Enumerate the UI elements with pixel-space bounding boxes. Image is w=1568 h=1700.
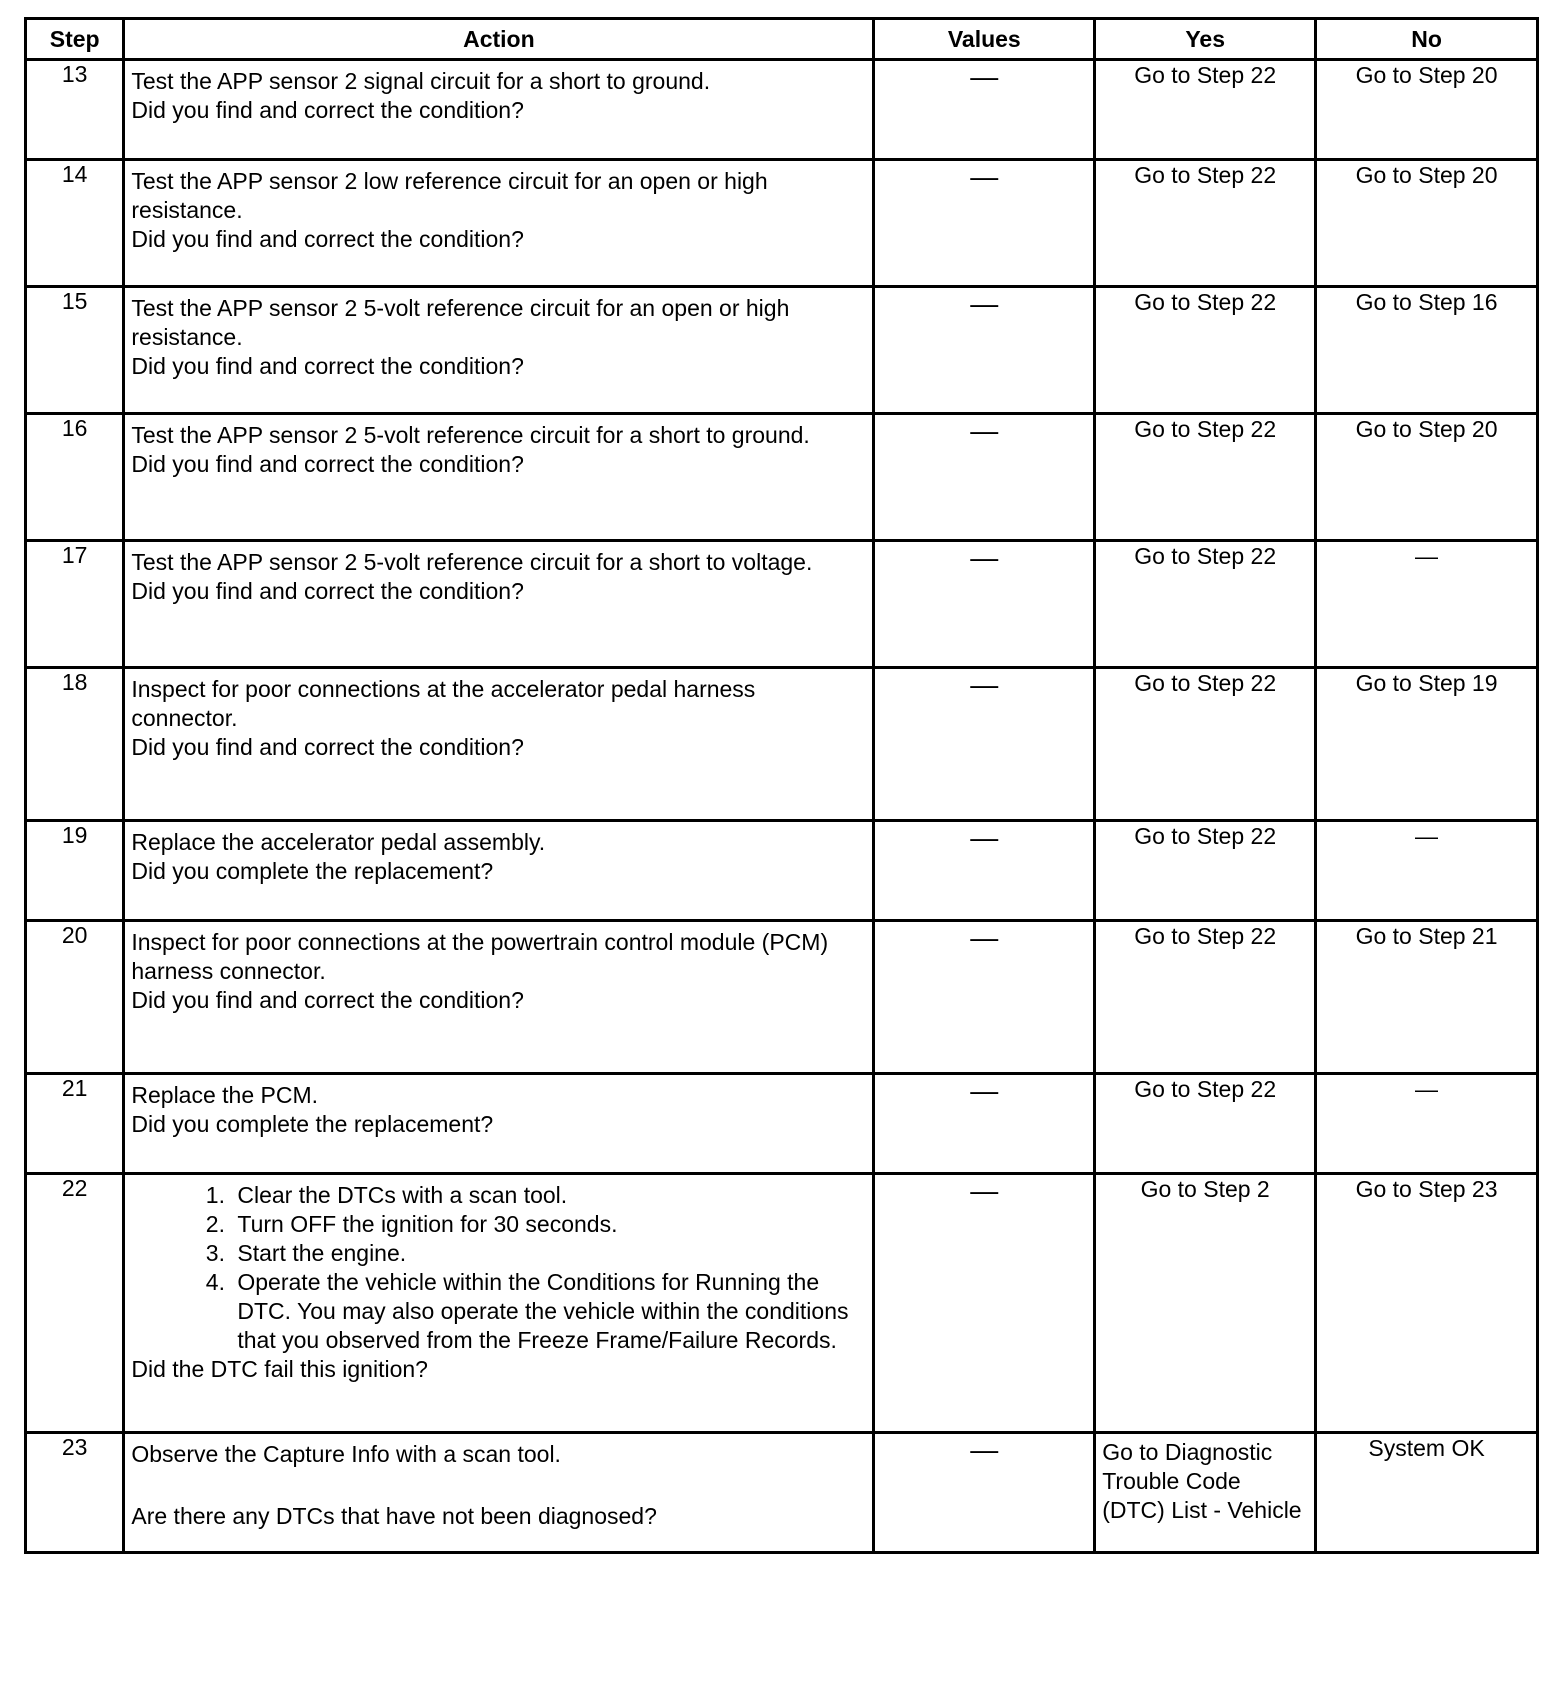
yes-cell (1095, 1433, 1316, 1553)
yes-link[interactable]: Go to Step 22 (1134, 416, 1277, 442)
action-cell (124, 1433, 874, 1553)
action-text: Test the APP sensor 2 signal circuit for a short to ground. (131, 68, 711, 94)
step-number: 21 (26, 1074, 124, 1174)
no-cell (1316, 287, 1538, 414)
action-question: Did you find and correct the condition? (131, 353, 524, 379)
table-row (26, 541, 1538, 668)
action-question: Did the DTC fail this ignition? (131, 1356, 428, 1382)
action-text: Test the APP sensor 2 low reference circuit for an open or high resistance. (131, 168, 768, 223)
no-link[interactable]: Go to Step 16 (1355, 289, 1498, 315)
yes-cell (1095, 1174, 1316, 1433)
values-cell: — (874, 287, 1095, 414)
yes-cell (1095, 287, 1316, 414)
no-cell (1316, 1074, 1538, 1174)
action-cell (124, 60, 874, 160)
step-number: 22 (26, 1174, 124, 1433)
yes-cell (1095, 541, 1316, 668)
table-row (26, 60, 1538, 160)
step-number: 18 (26, 668, 124, 821)
action-cell (124, 821, 874, 921)
no-value: — (1415, 543, 1439, 569)
yes-link[interactable]: Go to Step 22 (1134, 62, 1277, 88)
step-number: 20 (26, 921, 124, 1074)
header-action: Action (124, 19, 874, 60)
action-text: Inspect for poor connections at the powertrain control module (PCM) harness connector. (131, 929, 829, 984)
header-step: Step (26, 19, 124, 60)
no-link[interactable]: Go to Step 21 (1355, 923, 1498, 949)
action-question: Did you find and correct the condition? (131, 451, 524, 477)
action-cell (124, 668, 874, 821)
values-cell: — (874, 414, 1095, 541)
step-number: 14 (26, 160, 124, 287)
header-no: No (1316, 19, 1538, 60)
table-row (26, 160, 1538, 287)
yes-link[interactable]: Go to Step 22 (1134, 923, 1277, 949)
list-item: 3. Start the engine. (231, 1239, 866, 1268)
yes-cell (1095, 668, 1316, 821)
action-question: Did you find and correct the condition? (131, 578, 524, 604)
step-number: 13 (26, 60, 124, 160)
no-cell (1316, 1433, 1538, 1553)
action-text: Inspect for poor connections at the accelerator pedal harness connector. (131, 676, 756, 731)
values-cell: — (874, 1074, 1095, 1174)
action-question: Did you find and correct the condition? (131, 987, 524, 1013)
table-row (26, 1074, 1538, 1174)
action-cell (124, 541, 874, 668)
diagnostic-table (24, 17, 1539, 1554)
yes-link[interactable]: Go to Step 22 (1134, 823, 1277, 849)
step-number: 16 (26, 414, 124, 541)
values-cell: — (874, 1433, 1095, 1553)
no-cell (1316, 414, 1538, 541)
action-question: Did you find and correct the condition? (131, 734, 524, 760)
no-cell (1316, 60, 1538, 160)
yes-link[interactable]: Go to Step 22 (1134, 289, 1277, 315)
step-number: 17 (26, 541, 124, 668)
table-row (26, 1174, 1538, 1433)
no-link[interactable]: Go to Step 23 (1355, 1176, 1498, 1202)
step-number: 23 (26, 1433, 124, 1553)
yes-link[interactable]: Go to Step 22 (1134, 543, 1277, 569)
yes-link[interactable]: Go to Step 2 (1140, 1176, 1270, 1202)
table-row (26, 414, 1538, 541)
yes-link[interactable]: Go to Step 22 (1134, 670, 1277, 696)
action-text: Replace the accelerator pedal assembly. (131, 829, 546, 855)
action-question: Did you find and correct the condition? (131, 97, 524, 123)
table-row (26, 668, 1538, 821)
values-cell: — (874, 921, 1095, 1074)
table-row (26, 287, 1538, 414)
no-link[interactable]: Go to Step 19 (1355, 670, 1498, 696)
table-row (26, 821, 1538, 921)
yes-cell (1095, 821, 1316, 921)
table-row (26, 921, 1538, 1074)
table-header-row (26, 19, 1538, 60)
no-link[interactable]: Go to Step 20 (1355, 416, 1498, 442)
action-text: Replace the PCM. (131, 1082, 319, 1108)
yes-link[interactable]: Go to Step 22 (1134, 1076, 1277, 1102)
yes-link[interactable]: Go to Diagnostic Trouble Code (DTC) List - Vehicle (1102, 1439, 1302, 1523)
action-text: Test the APP sensor 2 5-volt reference circuit for an open or high resistance. (131, 295, 790, 350)
action-cell (124, 1074, 874, 1174)
action-question: Are there any DTCs that have not been diagnosed? (131, 1503, 657, 1529)
values-cell: — (874, 1174, 1095, 1433)
action-cell (124, 160, 874, 287)
no-link[interactable]: Go to Step 20 (1355, 62, 1498, 88)
no-value: — (1415, 823, 1439, 849)
action-text: Observe the Capture Info with a scan tool. (131, 1441, 561, 1467)
action-question: Did you find and correct the condition? (131, 226, 524, 252)
no-link[interactable]: Go to Step 20 (1355, 162, 1498, 188)
action-cell (124, 287, 874, 414)
action-question: Did you complete the replacement? (131, 1111, 494, 1137)
no-cell (1316, 160, 1538, 287)
values-cell: — (874, 160, 1095, 287)
no-value: System OK (1368, 1435, 1485, 1461)
values-cell: — (874, 541, 1095, 668)
list-item: 4. Operate the vehicle within the Conditions for Running the DTC. You may also operate the vehicle within the conditions that you observed from the Freeze Frame/Failure Records. (231, 1268, 866, 1355)
yes-cell (1095, 60, 1316, 160)
yes-cell (1095, 1074, 1316, 1174)
action-question: Did you complete the replacement? (131, 858, 494, 884)
step-number: 15 (26, 287, 124, 414)
values-cell: — (874, 668, 1095, 821)
list-item: 1. Clear the DTCs with a scan tool. (231, 1181, 866, 1210)
header-values: Values (874, 19, 1095, 60)
no-cell (1316, 1174, 1538, 1433)
no-cell (1316, 821, 1538, 921)
yes-cell (1095, 921, 1316, 1074)
header-yes: Yes (1095, 19, 1316, 60)
step-number: 19 (26, 821, 124, 921)
action-cell (124, 414, 874, 541)
action-cell (124, 1174, 874, 1433)
no-cell (1316, 668, 1538, 821)
action-steps-list (131, 1181, 866, 1355)
values-cell: — (874, 60, 1095, 160)
no-cell (1316, 541, 1538, 668)
action-cell (124, 921, 874, 1074)
action-text: Test the APP sensor 2 5-volt reference circuit for a short to ground. (131, 422, 810, 448)
no-cell (1316, 921, 1538, 1074)
action-text: Test the APP sensor 2 5-volt reference circuit for a short to voltage. (131, 549, 813, 575)
values-cell: — (874, 821, 1095, 921)
table-row (26, 1433, 1538, 1553)
list-item: 2. Turn OFF the ignition for 30 seconds. (231, 1210, 866, 1239)
yes-cell (1095, 414, 1316, 541)
yes-link[interactable]: Go to Step 22 (1134, 162, 1277, 188)
yes-cell (1095, 160, 1316, 287)
no-value: — (1415, 1076, 1439, 1102)
